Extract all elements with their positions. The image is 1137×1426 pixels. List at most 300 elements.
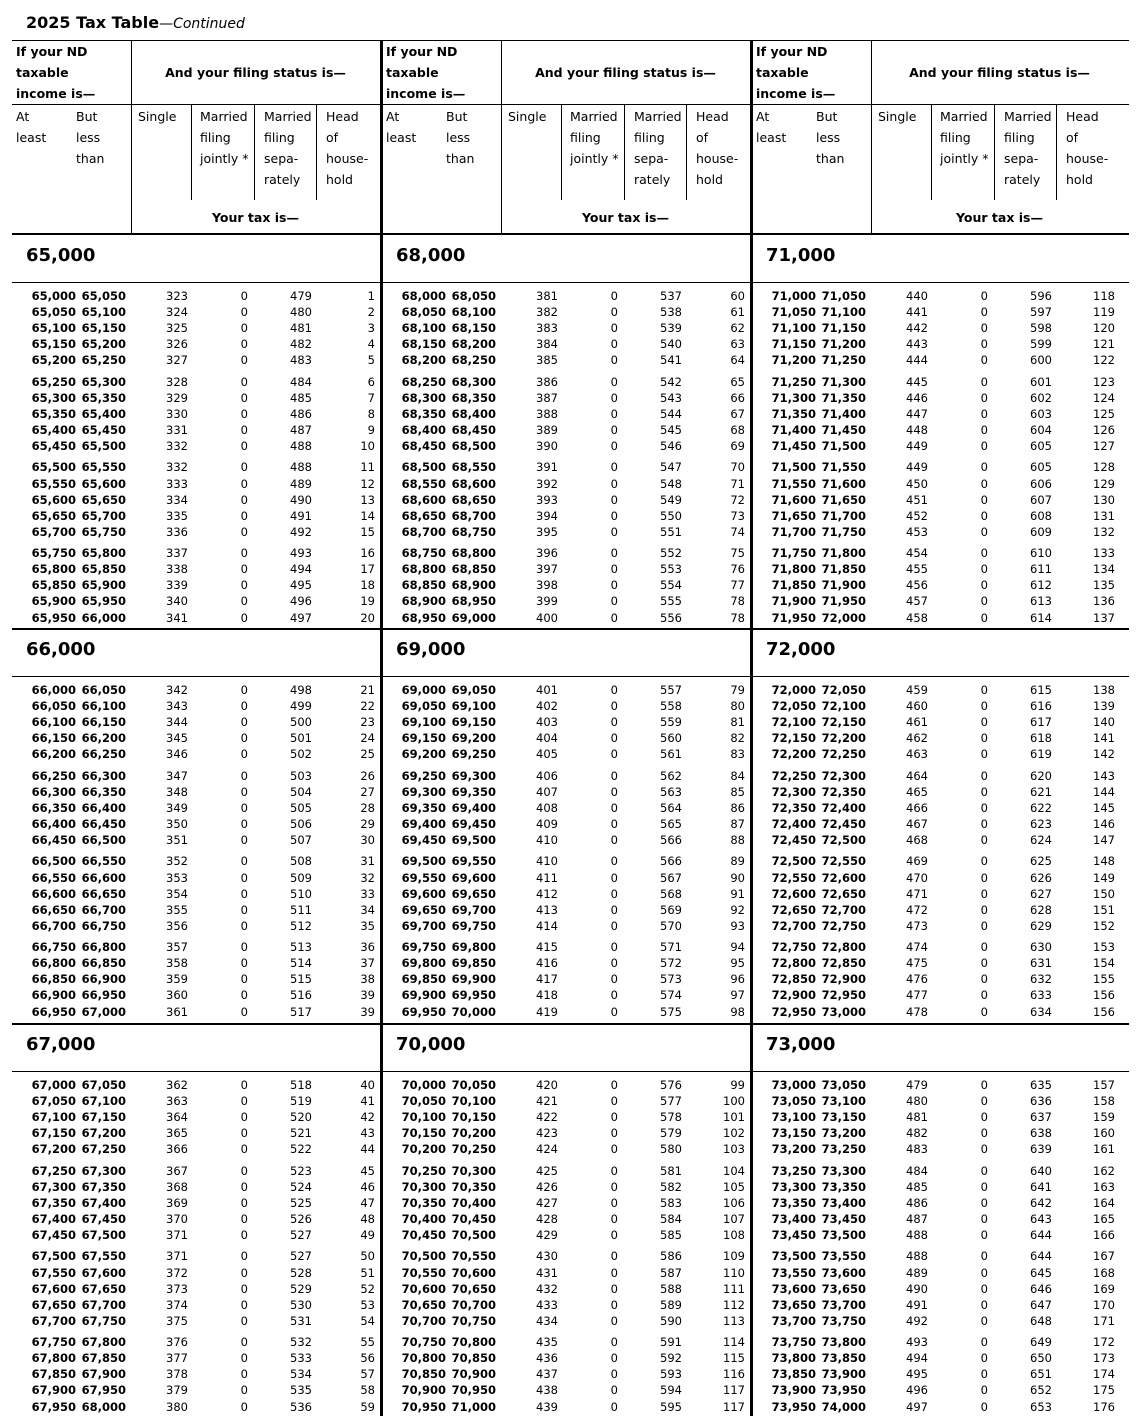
head-of-household-tax-cell: 126 [1093,423,1115,437]
filing-status-header: And your filing status is— [909,65,1090,80]
table-row [752,1227,1128,1243]
single-tax-cell: 410 [536,854,558,869]
table-row [752,832,1128,848]
table-row [752,1163,1128,1179]
but-less-than-cell: 71,950 [821,594,866,609]
head-of-household-tax-cell: 2 [367,305,375,320]
at-least-cell: 65,700 [31,524,76,539]
table-row [752,374,1128,390]
at-least-cell: 69,300 [401,784,446,799]
table-row [382,476,750,492]
at-least-cell: 71,350 [771,406,816,421]
married-jointly-tax-cell: 0 [610,800,618,815]
married-jointly-tax-cell: 0 [240,562,248,577]
at-least-cell: 66,700 [31,918,76,933]
head-of-household-tax-cell: 78 [730,594,745,609]
single-tax-cell: 418 [536,988,558,1003]
single-tax-cell: 431 [536,1265,558,1280]
married-separately-tax-cell: 582 [660,1179,682,1194]
single-tax-cell: 408 [536,800,558,815]
married-jointly-tax-cell: 0 [610,374,618,389]
head-of-household-tax-cell: 8 [367,406,375,421]
at-least-cell: 72,650 [771,902,816,917]
married-jointly-tax-cell: 0 [610,289,618,303]
married-separately-tax-cell: 614 [1030,610,1052,625]
married-jointly-tax-cell: 0 [980,337,988,352]
married-separately-tax-cell: 632 [1030,972,1052,987]
married-jointly-tax-cell: 0 [980,289,988,303]
table-row [752,459,1128,475]
but-less-than-cell: 67,350 [81,1179,126,1194]
but-less-than-cell: 67,950 [81,1383,126,1398]
married-jointly-tax-cell: 0 [980,1142,988,1157]
single-tax-cell: 472 [906,902,928,917]
head-of-household-tax-cell: 131 [1093,508,1115,523]
at-least-cell: 68,000 [401,289,446,303]
table-row [752,1004,1128,1020]
married-jointly-tax-cell: 0 [240,1335,248,1350]
single-tax-cell: 414 [536,918,558,933]
head-of-household-tax-cell: 106 [723,1195,745,1210]
table-row [12,1281,380,1297]
single-tax-cell: 349 [166,800,188,815]
table-row [382,730,750,746]
single-tax-cell: 490 [906,1281,928,1296]
married-separately-tax-cell: 602 [1030,390,1052,405]
single-tax-cell: 459 [906,683,928,697]
single-tax-cell: 433 [536,1297,558,1312]
table-row [382,1227,750,1243]
married-jointly-tax-cell: 0 [980,1281,988,1296]
single-tax-cell: 377 [166,1351,188,1366]
at-least-cell: 68,600 [401,492,446,507]
but-less-than-cell: 70,350 [451,1179,496,1194]
married-separately-tax-cell: 566 [660,833,682,848]
title-main: 2025 Tax Table [26,13,160,32]
but-less-than-cell: 66,150 [81,715,126,730]
married-separately-tax-cell: 581 [660,1163,682,1178]
married-jointly-tax-cell: 0 [980,1228,988,1243]
table-row [12,1313,380,1329]
head-of-household-tax-cell: 146 [1093,817,1115,831]
single-tax-cell: 411 [536,870,558,885]
single-tax-cell: 379 [166,1383,188,1398]
at-least-cell: 72,150 [771,731,816,746]
at-least-cell: 70,300 [401,1179,446,1194]
head-of-household-tax-cell: 168 [1093,1265,1115,1280]
married-jointly-tax-cell: 0 [610,699,618,714]
head-of-household-tax-cell: 29 [360,817,375,831]
table-row [12,902,380,918]
but-less-than-cell: 68,600 [451,476,496,491]
married-jointly-tax-cell: 0 [240,768,248,783]
at-least-cell: 65,050 [31,305,76,320]
married-separately-tax-cell: 555 [660,594,682,609]
married-separately-tax-cell: 493 [290,546,312,561]
married-separately-tax-cell: 545 [660,423,682,437]
single-tax-cell: 422 [536,1110,558,1125]
but-less-than-cell: 73,000 [821,1004,866,1019]
married-separately-tax-cell: 515 [290,972,312,987]
single-tax-cell: 389 [536,423,558,437]
single-tax-cell: 461 [906,715,928,730]
single-tax-cell: 495 [906,1367,928,1382]
married-separately-tax-cell: 481 [290,321,312,336]
at-least-cell: 72,100 [771,715,816,730]
head-of-household-tax-cell: 112 [723,1297,745,1312]
single-tax-cell: 328 [166,374,188,389]
table-row [12,1297,380,1313]
head-of-household-tax-cell: 139 [1093,699,1115,714]
but-less-than-cell: 69,150 [451,715,496,730]
table-row [12,918,380,934]
table-row [752,1248,1128,1264]
but-less-than-cell: 73,050 [821,1078,866,1092]
married-jointly-tax-cell: 0 [610,321,618,336]
married-jointly-tax-cell: 0 [980,731,988,746]
table-row [12,524,380,540]
married-separately-tax-cell: 644 [1030,1249,1052,1264]
single-tax-cell: 361 [166,1004,188,1019]
but-less-than-cell: 73,550 [821,1249,866,1264]
head-of-household-tax-cell: 50 [360,1249,375,1264]
single-tax-cell: 404 [536,731,558,746]
table-row [12,1093,380,1109]
but-less-than-cell: 65,400 [81,406,126,421]
but-less-than-cell: 72,150 [821,715,866,730]
table-row [12,320,380,336]
header-divider [12,104,1129,105]
married-separately-tax-cell: 575 [660,1004,682,1019]
head-of-household-tax-cell: 26 [360,768,375,783]
but-less-than-cell: 72,000 [821,610,866,625]
married-jointly-tax-cell: 0 [610,594,618,609]
but-less-than-cell: 70,950 [451,1383,496,1398]
filing-status-header: And your filing status is— [535,65,716,80]
table-row [12,577,380,593]
at-least-cell: 67,200 [31,1142,76,1157]
married-separately-tax-cell: 589 [660,1297,682,1312]
head-of-household-tax-cell: 15 [360,524,375,539]
head-of-household-tax-cell: 31 [360,854,375,869]
married-jointly-tax-cell: 0 [980,1367,988,1382]
married-jointly-tax-cell: 0 [980,817,988,831]
at-least-cell: 68,800 [401,562,446,577]
table-row [382,1350,750,1366]
at-least-cell: 66,150 [31,731,76,746]
head-of-household-tax-cell: 11 [360,460,375,475]
married-jointly-tax-cell: 0 [980,940,988,955]
married-separately-tax-cell: 558 [660,699,682,714]
table-row [752,800,1128,816]
but-less-than-cell: 72,300 [821,768,866,783]
table-row [382,459,750,475]
at-least-cell: 69,750 [401,940,446,955]
but-less-than-cell: 71,250 [821,353,866,368]
table-row [12,1382,380,1398]
but-less-than-cell: 65,200 [81,337,126,352]
single-tax-cell: 442 [906,321,928,336]
married-jointly-tax-cell: 0 [980,1195,988,1210]
married-separately-tax-cell: 645 [1030,1265,1052,1280]
head-of-household-tax-cell: 39 [360,988,375,1003]
married-jointly-tax-cell: 0 [610,337,618,352]
head-of-household-tax-cell: 174 [1093,1367,1115,1382]
head-of-household-tax-cell: 7 [367,390,375,405]
head-of-household-tax-cell: 100 [723,1094,745,1109]
at-least-cell: 68,200 [401,353,446,368]
head-of-household-tax-cell: 73 [730,508,745,523]
married-separately-tax-cell: 480 [290,305,312,320]
single-tax-cell: 352 [166,854,188,869]
table-row [382,524,750,540]
married-separately-tax-cell: 617 [1030,715,1052,730]
table-row [382,1313,750,1329]
head-of-household-tax-cell: 85 [730,784,745,799]
head-of-household-tax-cell: 95 [730,956,745,971]
married-jointly-tax-cell: 0 [980,390,988,405]
but-less-than-cell: 69,900 [451,972,496,987]
head-of-household-tax-cell: 35 [360,918,375,933]
single-tax-cell: 371 [166,1228,188,1243]
single-tax-cell: 446 [906,390,928,405]
single-tax-cell: 473 [906,918,928,933]
married-jointly-tax-cell: 0 [240,353,248,368]
single-tax-cell: 466 [906,800,928,815]
single-tax-cell: 383 [536,321,558,336]
married-separately-tax-cell: 624 [1030,833,1052,848]
head-of-household-tax-cell: 4 [367,337,375,352]
table-row [382,1334,750,1350]
table-row [12,971,380,987]
married-separately-tax-cell: 571 [660,940,682,955]
married-jointly-tax-cell: 0 [610,902,618,917]
table-row [752,1211,1128,1227]
at-least-cell: 70,900 [401,1383,446,1398]
at-least-cell: 69,500 [401,854,446,869]
married-separately-tax-cell: 504 [290,784,312,799]
at-least-cell: 65,950 [31,610,76,625]
at-least-cell: 73,850 [771,1367,816,1382]
married-jointly-tax-cell: 0 [240,476,248,491]
single-tax-cell: 332 [166,439,188,454]
single-tax-cell: 481 [906,1110,928,1125]
section-heading: 73,000 [766,1034,836,1055]
married-separately-tax-cell: 512 [290,918,312,933]
single-tax-cell: 354 [166,886,188,901]
married-separately-tax-cell: 510 [290,886,312,901]
married-jointly-tax-cell: 0 [240,337,248,352]
single-tax-cell: 385 [536,353,558,368]
single-tax-cell: 342 [166,683,188,697]
table-row [752,1366,1128,1382]
head-of-household-tax-cell: 128 [1093,460,1115,475]
married-jointly-tax-cell: 0 [980,1351,988,1366]
at-least-cell: 66,800 [31,956,76,971]
head-of-household-tax-cell: 49 [360,1228,375,1243]
but-less-than-cell: 67,750 [81,1313,126,1328]
single-tax-cell: 365 [166,1126,188,1141]
married-separately-tax-cell: 653 [1030,1399,1052,1414]
married-separately-tax-cell: 554 [660,578,682,593]
married-jointly-tax-cell: 0 [980,439,988,454]
table-row [382,832,750,848]
married-jointly-tax-cell: 0 [240,940,248,955]
head-of-household-tax-cell: 153 [1093,940,1115,955]
table-row [382,886,750,902]
single-header: Single [508,109,547,124]
married-jointly-tax-cell: 0 [240,1195,248,1210]
single-tax-cell: 471 [906,886,928,901]
table-row [12,390,380,406]
married-jointly-tax-cell: 0 [240,715,248,730]
income-header: If your ND taxable income is— [16,44,96,101]
at-least-cell: 65,900 [31,594,76,609]
head-of-household-tax-cell: 150 [1093,886,1115,901]
married-separately-tax-cell: 511 [290,902,312,917]
at-least-cell: 67,550 [31,1265,76,1280]
table-row [12,800,380,816]
single-tax-cell: 350 [166,817,188,831]
head-of-household-tax-cell: 33 [360,886,375,901]
table-row [382,406,750,422]
head-of-household-tax-cell: 20 [360,610,375,625]
at-least-cell: 68,450 [401,439,446,454]
at-least-cell: 69,100 [401,715,446,730]
head-of-household-tax-cell: 64 [730,353,745,368]
head-of-household-tax-cell: 88 [730,833,745,848]
at-least-cell: 69,900 [401,988,446,1003]
head-of-household-tax-cell: 105 [723,1179,745,1194]
married-jointly-tax-cell: 0 [610,1212,618,1226]
married-separately-tax-cell: 484 [290,374,312,389]
married-jointly-tax-cell: 0 [610,768,618,783]
but-less-than-cell: 72,050 [821,683,866,697]
head-of-household-tax-cell: 60 [730,289,745,303]
at-least-cell: 70,000 [401,1078,446,1092]
head-of-household-tax-cell: 176 [1093,1399,1115,1414]
married-jointly-tax-cell: 0 [980,508,988,523]
married-jointly-tax-cell: 0 [610,1110,618,1125]
table-row [382,593,750,609]
at-least-cell: 70,250 [401,1163,446,1178]
married-separately-tax-cell: 588 [660,1281,682,1296]
but-less-than-cell: 73,500 [821,1228,866,1243]
but-less-than-cell: 67,900 [81,1367,126,1382]
at-least-cell: 67,300 [31,1179,76,1194]
table-row [382,610,750,626]
single-tax-cell: 359 [166,972,188,987]
married-jointly-tax-cell: 0 [240,1142,248,1157]
section-heading: 69,000 [396,639,466,660]
married-jointly-tax-cell: 0 [240,524,248,539]
head-of-household-tax-cell: 132 [1093,524,1115,539]
section-heading-rule [12,282,1129,283]
but-less-than-cell: 65,350 [81,390,126,405]
table-row [12,422,380,438]
married-separately-tax-cell: 593 [660,1367,682,1382]
married-jointly-tax-cell: 0 [240,956,248,971]
married-jointly-tax-cell: 0 [980,1004,988,1019]
head-of-household-tax-cell: 107 [723,1212,745,1226]
head-of-household-tax-cell: 110 [723,1265,745,1280]
married-separately-tax-cell: 517 [290,1004,312,1019]
but-less-than-cell: 71,150 [821,321,866,336]
married-jointly-tax-cell: 0 [240,406,248,421]
single-tax-cell: 340 [166,594,188,609]
married-jointly-tax-cell: 0 [240,731,248,746]
single-tax-cell: 390 [536,439,558,454]
but-less-than-cell: 65,650 [81,492,126,507]
at-least-cell: 70,150 [401,1126,446,1141]
married-jointly-tax-cell: 0 [240,972,248,987]
single-tax-cell: 357 [166,940,188,955]
head-of-household-tax-cell: 102 [723,1126,745,1141]
table-row [382,1077,750,1093]
but-less-than-cell: 70,300 [451,1163,496,1178]
at-least-cell: 69,650 [401,902,446,917]
head-of-household-tax-cell: 159 [1093,1110,1115,1125]
married-separately-tax-cell: 630 [1030,940,1052,955]
married-jointly-tax-cell: 0 [610,1383,618,1398]
at-least-cell: 73,800 [771,1351,816,1366]
but-less-than-cell: 68,300 [451,374,496,389]
table-row [12,492,380,508]
married-separately-tax-cell: 610 [1030,546,1052,561]
married-separately-tax-cell: 646 [1030,1281,1052,1296]
but-less-than-cell: 70,200 [451,1126,496,1141]
at-least-cell: 72,250 [771,768,816,783]
single-tax-cell: 453 [906,524,928,539]
table-row [12,784,380,800]
section-heading: 72,000 [766,639,836,660]
but-less-than-cell: 69,250 [451,747,496,762]
table-row [12,870,380,886]
head-of-household-tax-cell: 81 [730,715,745,730]
married-separately-tax-cell: 604 [1030,423,1052,437]
but-less-than-cell: 73,950 [821,1383,866,1398]
single-tax-cell: 343 [166,699,188,714]
married-separately-tax-cell: 529 [290,1281,312,1296]
single-tax-cell: 438 [536,1383,558,1398]
table-row [752,1382,1128,1398]
married-separately-tax-cell: 587 [660,1265,682,1280]
married-jointly-tax-cell: 0 [980,492,988,507]
table-row [382,438,750,454]
table-row [752,352,1128,368]
married-separately-tax-cell: 559 [660,715,682,730]
married-jointly-tax-cell: 0 [980,1265,988,1280]
single-tax-cell: 450 [906,476,928,491]
head-of-household-tax-cell: 55 [360,1335,375,1350]
at-least-cell: 68,100 [401,321,446,336]
single-header: Single [878,109,917,124]
single-tax-cell: 485 [906,1179,928,1194]
table-row [752,1179,1128,1195]
married-jointly-tax-cell: 0 [610,1228,618,1243]
but-less-than-cell: 67,200 [81,1126,126,1141]
single-tax-cell: 412 [536,886,558,901]
at-least-cell: 72,450 [771,833,816,848]
section-heading-rule [12,676,1129,677]
head-of-household-tax-cell: 154 [1093,956,1115,971]
table-row [752,438,1128,454]
married-jointly-tax-cell: 0 [240,1367,248,1382]
married-separately-tax-cell: 625 [1030,854,1052,869]
at-least-cell: 72,900 [771,988,816,1003]
married-jointly-tax-cell: 0 [240,1265,248,1280]
table-row [382,561,750,577]
